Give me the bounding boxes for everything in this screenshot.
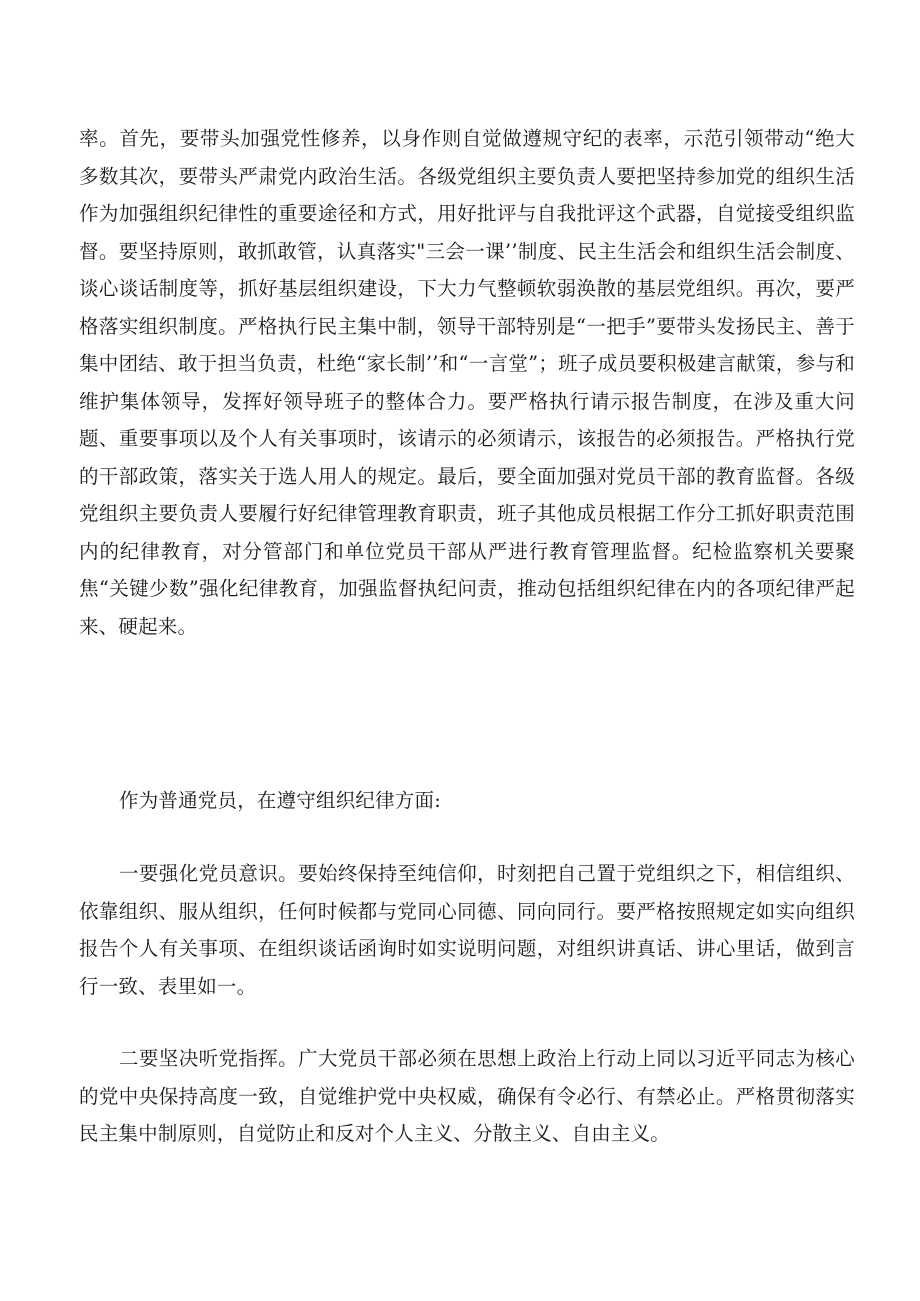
paragraph-ordinary-members-intro: 作为普通党员，在遵守组织纪律方面:	[119, 789, 441, 812]
paragraph-point-two: 二要坚决听党指挥。广大党员干部必须在思想上政治上行动上同以习近平同志为核心的党中央保持高度一致，自觉维护党中央权威，确保有令必行、有禁必止。严格贯彻落实民主集中制原则，自觉防止和反对个人主义、分散主义、自由主义。	[79, 1047, 855, 1145]
paragraph-continuation: 率。首先，要带头加强党性修养，以身作则自觉做遵规守纪的表率，示范引领带动“绝大多数其次，要带头严肃党内政治生活。各级党组织主要负责人要把坚持参加党的组织生活作为加强组织纪律性的重要途径和方式，用好批评与自我批评这个武器，自觉接受组织监督。要坚持原则，敢抓敢管，认真落实"三会一课’’制度、民主生活会和组织生活会制度、谈心谈话制度等，抓好基层组织建设，下大力气整顿软弱涣散的基层党组织。再次，要严格落实组织制度。严格执行民主集中制，领导干部特别是“一把手”要带头发扬民主、善于集中团结、敢于担当负责，杜绝“家长制’’和“一言堂”；班子成员要积极建言献策，参与和维护集体领导，发挥好领导班子的整体合力。要严格执行请示报告制度，在涉及重大问题、重要事项以及个人有关事项时，该请示的必须请示，该报告的必须报告。严格执行党的干部政策，落实关于选人用人的规定。最后，要全面加强对党员干部的教育监督。各级党组织主要负责人要履行好纪律管理教育职责，班子其他成员根据工作分工抓好职责范围内的纪律教育，对分管部门和单位党员干部从严进行教育管理监督。纪检监察机关要聚焦“关键少数”强化纪律教育，加强监督执纪问责，推动包括组织纪律在内的各项纪律严起来、硬起来。	[79, 127, 855, 638]
paragraph-point-one: 一要强化党员意识。要始终保持至纯信仰，时刻把自己置于党组织之下，相信组织、依靠组织、服从组织，任何时候都与党同心同德、同向同行。要严格按照规定如实向组织报告个人有关事项、在组织谈话函询时如实说明问题，对组织讲真话、讲心里话，做到言行一致、表里如一。	[79, 862, 855, 998]
